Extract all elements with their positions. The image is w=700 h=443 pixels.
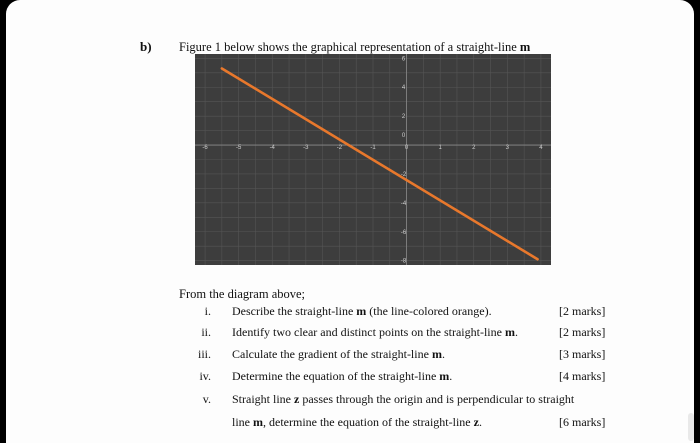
x-tick-label: 0 — [404, 145, 409, 152]
x-tick-label: -6 — [202, 145, 208, 152]
x-tick-label: -1 — [370, 145, 376, 152]
item-text-bold: z — [473, 415, 479, 429]
item-text-bold: z — [294, 392, 300, 406]
scrollbar[interactable] — [688, 413, 694, 441]
x-tick-label: 2 — [472, 145, 476, 152]
item-number: iv. — [199, 369, 211, 383]
y-tick-label: -6 — [400, 229, 407, 236]
item-text-part: . — [478, 415, 482, 429]
item-number: i. — [204, 304, 211, 318]
item-text-part: Straight line — [232, 392, 294, 406]
item-text — [232, 325, 518, 340]
item-text-part: Identify two clear and distinct points on the straight-line — [232, 325, 505, 339]
x-tick-label: 4 — [539, 145, 543, 152]
y-tick-label: -8 — [400, 258, 407, 265]
item-marks: [3 marks] — [559, 347, 606, 361]
figure-intro-text: Figure 1 below shows the graphical representation of a straight-line — [179, 40, 520, 54]
origin-label: 0 — [401, 133, 406, 140]
item-number: iii. — [197, 347, 211, 361]
item-text-bold: m — [504, 325, 515, 339]
item-text-part: . — [441, 347, 445, 361]
question-label: b) — [140, 39, 152, 54]
item-text — [232, 304, 492, 319]
item-text-part: Calculate the gradient of the straight-line — [232, 347, 432, 361]
y-tick-label: 6 — [401, 56, 406, 63]
item-text-bold: m — [431, 347, 442, 361]
item-text-part: line — [232, 415, 253, 429]
figure-intro-line-name: m — [519, 40, 531, 54]
item-marks: [4 marks] — [559, 369, 606, 383]
item-text-part: . — [514, 325, 518, 339]
document-page — [6, 0, 694, 443]
item-text-part: (the line-colored orange). — [366, 304, 492, 318]
item-text-part: Describe the straight-line — [232, 304, 357, 318]
item-text — [232, 392, 574, 407]
item-marks: [2 marks] — [559, 325, 606, 339]
y-tick-label: 2 — [401, 114, 406, 121]
item-text — [232, 347, 445, 362]
item-number: ii. — [201, 325, 211, 339]
item-text-part: , determine the equation of the straight-line — [263, 415, 474, 429]
x-tick-label: 3 — [505, 145, 510, 152]
item-number: v. — [202, 392, 211, 406]
figure-intro — [179, 40, 530, 55]
y-tick-label: -4 — [400, 200, 407, 207]
item-text — [232, 369, 452, 384]
item-text-bold: m — [356, 304, 367, 318]
item-text-bold: m — [253, 415, 263, 429]
diagram-note: From the diagram above; — [179, 287, 306, 301]
item-marks: [6 marks] — [559, 415, 606, 429]
x-tick-label: -5 — [235, 145, 242, 152]
x-tick-label: -2 — [336, 145, 343, 152]
item-text — [232, 415, 482, 430]
x-tick-label: 1 — [438, 145, 442, 152]
line-chart — [195, 54, 551, 265]
y-tick-label: -2 — [400, 171, 407, 178]
item-text-bold: m — [439, 369, 450, 383]
item-text-part: passes through the origin and is perpendicular to straight — [299, 392, 575, 406]
item-text-part: Determine the equation of the straight-line — [232, 369, 440, 383]
x-tick-label: -3 — [303, 145, 309, 152]
y-tick-label: 4 — [401, 85, 406, 92]
item-marks: [2 marks] — [559, 304, 606, 318]
x-tick-label: -4 — [269, 145, 275, 152]
item-text-part: . — [449, 369, 453, 383]
